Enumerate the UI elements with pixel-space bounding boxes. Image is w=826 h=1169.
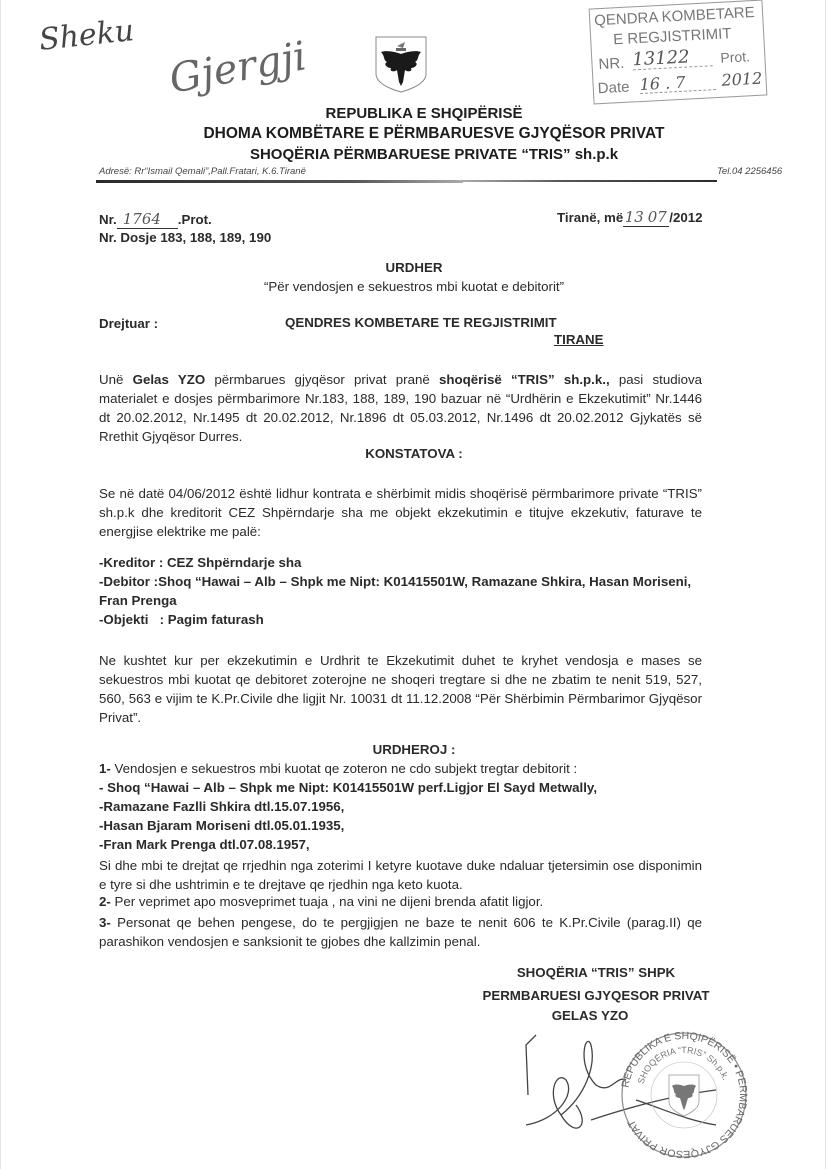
urdheroj-heading: URDHEROJ : [372, 742, 456, 757]
company-name: shoqërisë “TRIS” sh.p.k., [439, 372, 610, 387]
dossier-numbers: Nr. Dosje 183, 188, 189, 190 [99, 230, 272, 245]
stamp-nr-label: NR. [598, 54, 625, 74]
intro-paragraph [99, 370, 702, 446]
stamp-date-value: 16 . 7 [639, 73, 716, 94]
handwritten-signature-top: Gjergji [166, 33, 310, 103]
stamp-prot-label: Prot. [719, 48, 751, 66]
company-seal [619, 1030, 749, 1160]
stamp-nr-value: 13122 [632, 47, 713, 70]
order-item-1-text: Vendosjen e sekuestros mbi kuotat qe zoteron ne cdo subjekt tregtar debitorit : [110, 761, 578, 776]
addressee-label: Drejtuar : [99, 316, 159, 331]
order-item-3-text: Personat qe behen pengese, do te pergjigjen ne baze te nenit 606 te K.Pr.Civile (parag.II) qe parashikon vendosjen e sanksionit te gjobes dhe kallzimin penal. [99, 915, 702, 949]
header-company: SHOQËRIA PËRMBARUESE PRIVATE “TRIS” sh.p.k [249, 146, 619, 163]
protocol-number [99, 210, 212, 229]
debtor-line-cont: Fran Prenga [99, 593, 177, 608]
seal-outer-text: REPUBLIKA E SHQIPËRISË • PERMBARUES GJYQESOR PRIVAT [619, 1030, 749, 1160]
header-divider-right [463, 180, 717, 182]
debtor-item: -Fran Mark Prenga dtl.07.08.1957, [99, 837, 310, 852]
document-subtitle: “Për vendosjen e sekuestros mbi kuotat e debitorit” [263, 279, 565, 294]
order-item-3 [99, 913, 702, 951]
stamp-line1: QENDRA KOMBETARE [593, 3, 756, 30]
object-line: -Objekti : Pagim faturash [99, 612, 264, 627]
registry-stamp [589, 0, 768, 104]
debtor-item: - Shoq “Hawai – Alb – Shpk me Nipt: K01415501W perf.Ligjor El Sayd Metwally, [99, 780, 598, 795]
header-divider [96, 180, 463, 183]
header-address: Adresë: Rr“Ismail Qemali”,Pall.Fratari, K.6.Tiranë [99, 166, 306, 177]
place-date [557, 208, 703, 227]
document-title: URDHER [385, 260, 443, 275]
stamp-date-label: Date [597, 78, 630, 98]
albanian-coat-of-arms-icon [373, 34, 429, 94]
intro-text-1: Unë [99, 372, 133, 387]
debtor-item: -Ramazane Fazlli Shkira dtl.15.07.1956, [99, 799, 345, 814]
debtor-item: -Hasan Bjaram Moriseni dtl.05.01.1935, [99, 818, 345, 833]
debtor-line: -Debitor :Shoq “Hawai – Alb – Shpk me Nipt: K01415501W, Ramazane Shkira, Hasan Moriseni, [99, 574, 692, 589]
executor-name: Gelas YZO [132, 372, 206, 387]
header-phone: Tel.04 2256456 [717, 166, 783, 177]
order-item-1 [99, 761, 577, 776]
order-item-2 [99, 894, 543, 909]
place-label: Tiranë, më [557, 210, 624, 225]
date-year: /2012 [669, 210, 703, 225]
order-item-3-number: 3- [99, 915, 111, 930]
header-chamber: DHOMA KOMBËTARE E PËRMBARUESVE GJYQËSOR PRIVAT [203, 125, 665, 142]
signature-name: GELAS YZO [551, 1008, 629, 1023]
creditor-line: -Kreditor : CEZ Shpërndarje sha [99, 555, 302, 570]
intro-text-2: përmbarues gjyqësor privat pranë [205, 372, 439, 387]
legal-basis-paragraph: Ne kushtet kur per ekzekutimin e Urdhrit te Ekzekutimit duhet te kryhet vendosja e mases se sekuestros mbi kuotat qe debitoret zoterojne ne shoqeri tregtare si dhe ne zbatim te nenit 519, 527, 560, 563 e vijim te K.Pr.Civile dhe ligjit Nr. 10031 dt 11.12.2008 “Për Shërbimin Përmbarimor Gjyqësor Privat”. [99, 653, 702, 725]
konstatova-heading: KONSTATOVA : [365, 446, 463, 461]
protocol-nr-label: Nr. [99, 212, 117, 227]
order-item-2-number: 2- [99, 894, 111, 909]
signature-title: PERMBARUESI GJYQESOR PRIVAT [482, 988, 710, 1003]
intro-text-3: pasi studiova materialet e dosjes përmbarimore Nr.183, 188, 189, 190 bazuar në “Urdhërin e Ekzekutimit” Nr.1446 dt 20.02.2012, Nr.1495 dt 20.02.2012, Nr.1896 dt 05.03.2012, Nr.1496 dt 20.02.2012 Gjykatës së Rrethit Gjyqësor Durres. [99, 372, 703, 444]
date-month: 07 [645, 208, 669, 227]
order-item-1-tail: Si dhe mbi te drejtat qe rrjedhin nga zoterimi I ketyre kuotave duke ndaluar tjetersimin ose disponimin e tyre si dhe ushtrimin e te drejtave qe rjedhin nga keto kuota. [99, 858, 702, 892]
seal-inner-text: SHOQËRIA “TRIS” Sh.p.k. [635, 1044, 731, 1086]
addressee-city: TIRANE [554, 332, 604, 347]
seal-emblem-icon [669, 1075, 699, 1116]
handwritten-note: Sheku [37, 13, 136, 58]
order-item-1-number: 1- [99, 761, 111, 776]
stamp-line2: E REGJISTRIMIT [612, 25, 732, 49]
date-day: 13 [624, 208, 644, 226]
protocol-nr-value: 1764 [117, 210, 178, 229]
protocol-prot-label: .Prot. [177, 212, 212, 227]
order-item-2-text: Per veprimet apo mosveprimet tuaja , na vini ne dijeni brenda afatit ligjor. [110, 894, 544, 909]
header-country: REPUBLIKA E SHQIPËRISË [325, 105, 523, 122]
addressee-name: QENDRES KOMBETARE TE REGJISTRIMIT [285, 315, 557, 330]
stamp-year: 2012 [721, 68, 763, 90]
signature-company: SHOQËRIA “TRIS” SHPK [516, 965, 676, 980]
konstatova-paragraph: Se në datë 04/06/2012 është lidhur kontrata e shërbimit midis shoqërisë përmbarimore private “TRIS” sh.p.k dhe kreditorit CEZ Shpërndarje sha me objekt ekzekutimin e titujve ekzekutiv, faturave te energjise elektrike me palë: [99, 486, 702, 539]
